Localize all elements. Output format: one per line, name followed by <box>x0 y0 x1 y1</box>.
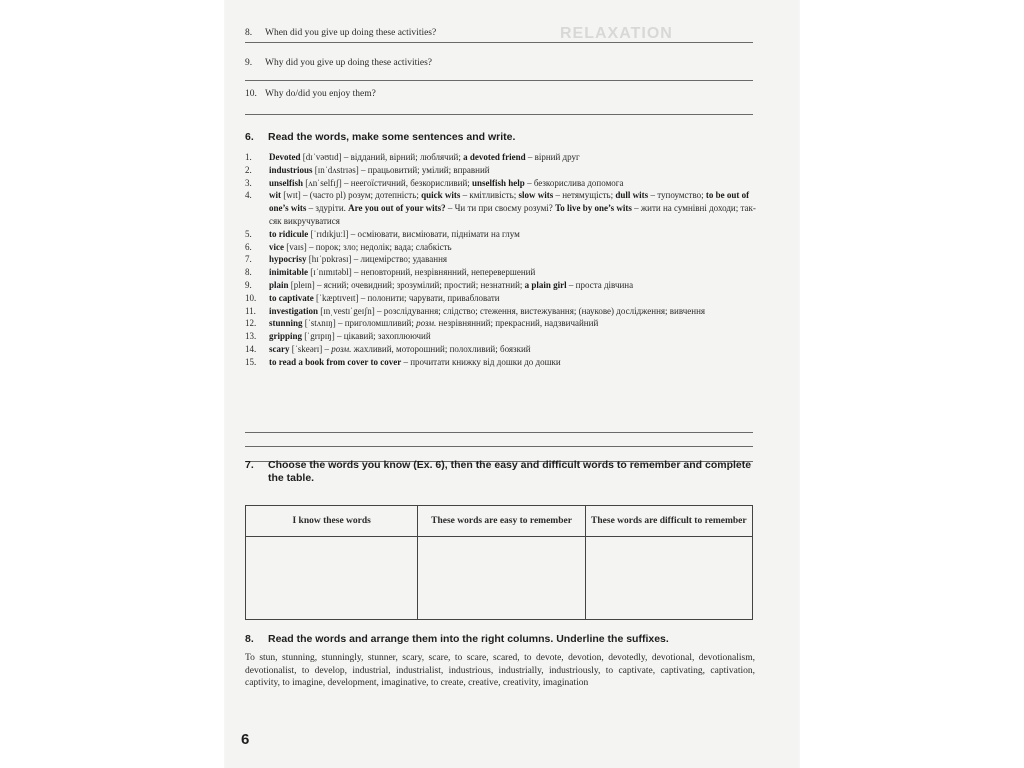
table-cell-known[interactable] <box>246 537 418 620</box>
table-cell-difficult[interactable] <box>585 537 752 620</box>
answer-line[interactable] <box>245 80 753 81</box>
exercise-6-heading <box>245 131 765 144</box>
list-item-text: inimitable [ɪˈnɪmɪtəbl] – неповторний, незрівнянний, неперевершений <box>269 267 536 278</box>
exercise-8-heading <box>245 633 765 646</box>
list-item-text: stunning [ˈstʌnɪŋ] – приголомшливий; розм. незрівнянний; прекрасний, надзвичайний <box>269 318 599 329</box>
bleed-through-heading: RELAXATION <box>560 25 673 42</box>
list-item <box>245 177 759 190</box>
list-item <box>245 241 759 254</box>
question-text: When did you give up doing these activities? <box>265 28 437 38</box>
exercise-number: 7. <box>245 459 254 471</box>
question-text: Why did you give up doing these activities? <box>265 58 433 68</box>
word-list-paragraph: To stun, stunning, stunningly, stunner, scary, scare, to scare, scared, to devote, devotion, devotedly, devotional, devotionalism, devotionalist, to develop, industrial, industrialist, industrious, industrially, industriously, to captivate, captivating, captivation, captivity, to imagine, development, imaginative, to create, creative, creativity, imagination <box>245 653 755 688</box>
list-item-number: 5. <box>245 228 252 239</box>
answer-line[interactable] <box>245 114 753 115</box>
column-header-easy: These words are easy to remember <box>418 506 585 537</box>
question-8 <box>245 27 436 39</box>
list-item <box>245 266 759 279</box>
table-row <box>246 537 753 620</box>
list-item-number: 6. <box>245 241 252 252</box>
list-item-number: 14. <box>245 343 257 354</box>
table-header-row <box>246 506 753 537</box>
list-item-text: scary [ˈskeərɪ] – розм. жахливий, моторошний; полохливий; боязкий <box>269 343 531 354</box>
list-item-text: vice [vaɪs] – порок; зло; недолік; вада; слабкість <box>269 241 452 252</box>
list-item-number: 8. <box>245 267 252 278</box>
list-item-text: Devoted [dɪˈvəʊtɪd] – відданий, вірний; люблячий; a devoted friend – вірний друг <box>269 152 580 162</box>
answer-line[interactable] <box>245 446 753 447</box>
question-10 <box>245 88 376 100</box>
question-number: 10. <box>245 89 257 99</box>
list-item <box>245 343 759 356</box>
list-item-text: investigation [ɪnˌvestɪˈgeɪʃn] – розслідування; слідство; стеження, вистежування; (наукове) дослідження; вивчення <box>269 305 706 316</box>
list-item-number: 7. <box>245 254 252 265</box>
words-table <box>245 505 753 620</box>
list-item-number: 15. <box>245 356 257 367</box>
list-item <box>245 189 759 227</box>
table-cell-easy[interactable] <box>418 537 585 620</box>
exercise-instruction: Read the words and arrange them into the right columns. Underline the suffixes. <box>268 633 669 645</box>
exercise-number: 8. <box>245 633 254 645</box>
question-9 <box>245 57 432 69</box>
question-number: 8. <box>245 28 253 38</box>
column-header-difficult: These words are difficult to remember <box>585 506 752 537</box>
list-item-text: to read a book from cover to cover – прочитати книжку від дошки до дошки <box>269 356 561 367</box>
exercise-instruction: Read the words, make some sentences and write. <box>268 131 516 143</box>
vocabulary-list <box>245 151 759 369</box>
question-number: 9. <box>245 58 253 68</box>
list-item-number: 9. <box>245 279 252 290</box>
list-item-number: 12. <box>245 318 257 329</box>
answer-line[interactable] <box>245 432 753 433</box>
list-item <box>245 228 759 241</box>
list-item-text: to ridicule [ˈrɪdɪkjuːl] – осміювати, висміювати, піднімати на глум <box>269 228 520 239</box>
list-item-text: plain [pleɪn] – ясний; очевидний; зрозумілий; простий; незнатний; a plain girl – проста дівчина <box>269 279 634 290</box>
workbook-page <box>225 0 799 768</box>
list-item-text: industrious [ɪnˈdʌstrɪəs] – працьовитий; умілий; вправний <box>269 164 490 175</box>
list-item-number: 1. <box>245 152 252 162</box>
list-item <box>245 164 759 177</box>
list-item <box>245 151 759 164</box>
list-item-number: 13. <box>245 331 257 342</box>
answer-line[interactable] <box>245 42 753 43</box>
exercise-instruction: Choose the words you know (Ex. 6), then the easy and difficult words to remember and complete the table. <box>268 459 752 484</box>
list-item <box>245 356 759 369</box>
list-item <box>245 317 759 330</box>
list-item <box>245 330 759 343</box>
question-text: Why do/did you enjoy them? <box>265 89 376 99</box>
exercise-7-heading <box>245 459 765 485</box>
list-item-text: hypocrisy [hɪˈpɒkrəsɪ] – лицемірство; удавання <box>269 254 448 265</box>
list-item-text: wit [wɪt] – (часто pl) розум; дотепність; quick wits – кмітливість; slow wits – нетямущість; dull wits – тупоумство; to be out of one’s wits – здуріти. Are you out of your wits? – Чи ти при своєму розумі? To live by one’s wits – жити на сумнівні доходи; так-сяк викручуватися <box>269 190 756 226</box>
list-item-text: gripping [ˈgrɪpɪŋ] – цікавий; захоплюючий <box>269 331 431 342</box>
page-number: 6 <box>241 731 250 748</box>
column-header-known: I know these words <box>246 506 418 537</box>
list-item-number: 11. <box>245 305 256 316</box>
list-item <box>245 279 759 292</box>
list-item-text: unselfish [ʌnˈselfɪʃ] – неегоїстичний, безкорисливий; unselfish help – безкорислива допомога <box>269 177 624 188</box>
list-item <box>245 292 759 305</box>
list-item-number: 10. <box>245 292 257 303</box>
list-item-number: 2. <box>245 164 252 175</box>
list-item <box>245 305 759 318</box>
list-item <box>245 253 759 266</box>
list-item-number: 3. <box>245 177 252 188</box>
list-item-text: to captivate [ˈkæptɪveɪt] – полонити; чарувати, привабловати <box>269 292 500 303</box>
exercise-number: 6. <box>245 131 254 143</box>
list-item-number: 4. <box>245 190 252 201</box>
